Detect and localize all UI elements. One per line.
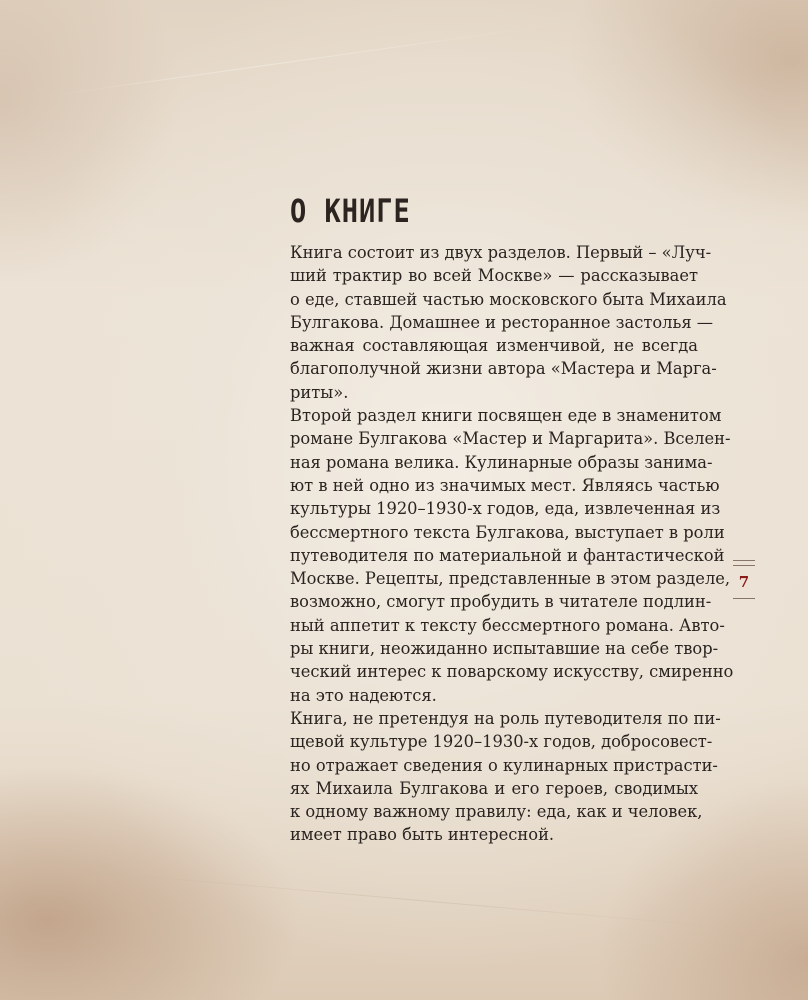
text-line: щевой культуре 1920–1930-х годов, добросовест- — [290, 732, 713, 752]
text-line: важная составляющая изменчивой, не всегда — [290, 336, 698, 356]
text-line: риты». — [290, 382, 349, 402]
text-line: путеводителя по материальной и фантастической — [290, 545, 725, 565]
text-line: ная романа велика. Кулинарные образы занима- — [290, 452, 713, 472]
paragraph — [290, 404, 734, 707]
paragraph — [290, 707, 721, 847]
text-line: на это надеются. — [290, 685, 437, 705]
text-line: Книга, не претендуя на роль путеводителя по пи- — [290, 708, 721, 728]
text-line: культуры 1920–1930-х годов, еда, извлеченная из — [290, 499, 721, 519]
text-line: но отражает сведения о кулинарных пристрасти- — [290, 755, 718, 775]
text-line: Книга состоит из двух разделов. Первый – «Луч- — [290, 243, 712, 262]
page-number-marker — [733, 560, 755, 603]
text-line: возможно, смогут пробудить в читателе подлин- — [290, 592, 712, 612]
text-line: к одному важному правилу: еда, как и человек, — [290, 802, 703, 822]
section-heading: О КНИГЕ — [290, 193, 411, 231]
text-line: ют в ней одно из значимых мест. Являясь частью — [290, 475, 720, 495]
text-line: Второй раздел книги посвящен еде в знаменитом — [290, 406, 722, 426]
text-line: романе Булгакова «Мастер и Маргарита». Вселен- — [290, 429, 731, 449]
paragraph — [290, 241, 727, 404]
paper-crease — [42, 24, 557, 97]
body-text — [290, 241, 734, 847]
page-number-rule-top — [733, 560, 755, 561]
text-line: ный аппетит к тексту бессмертного романа. Авто- — [290, 615, 725, 635]
text-line: ях Михаила Булгакова и его героев, сводимых — [290, 778, 698, 798]
page-number-rule-top — [733, 565, 755, 566]
paper-crease — [121, 874, 719, 927]
text-line: имеет право быть интересной. — [290, 825, 555, 845]
text-line: ший трактир во всей Москве» — рассказывает — [290, 266, 698, 286]
text-line: Булгакова. Домашнее и ресторанное застолья — — [290, 312, 714, 332]
text-line: Москве. Рецепты, представленные в этом разделе, — [290, 569, 731, 589]
text-line: благополучной жизни автора «Мастера и Марга- — [290, 359, 717, 379]
text-line: бессмертного текста Булгакова, выступает в роли — [290, 522, 725, 542]
page-number-rule-bottom — [733, 598, 755, 599]
text-line: ческий интерес к поварскому искусству, смиренно — [290, 662, 734, 682]
page-number: 7 — [738, 573, 750, 591]
text-line: ры книги, неожиданно испытавшие на себе твор- — [290, 639, 719, 659]
text-line: о еде, ставшей частью московского быта Михаила — [290, 289, 727, 309]
